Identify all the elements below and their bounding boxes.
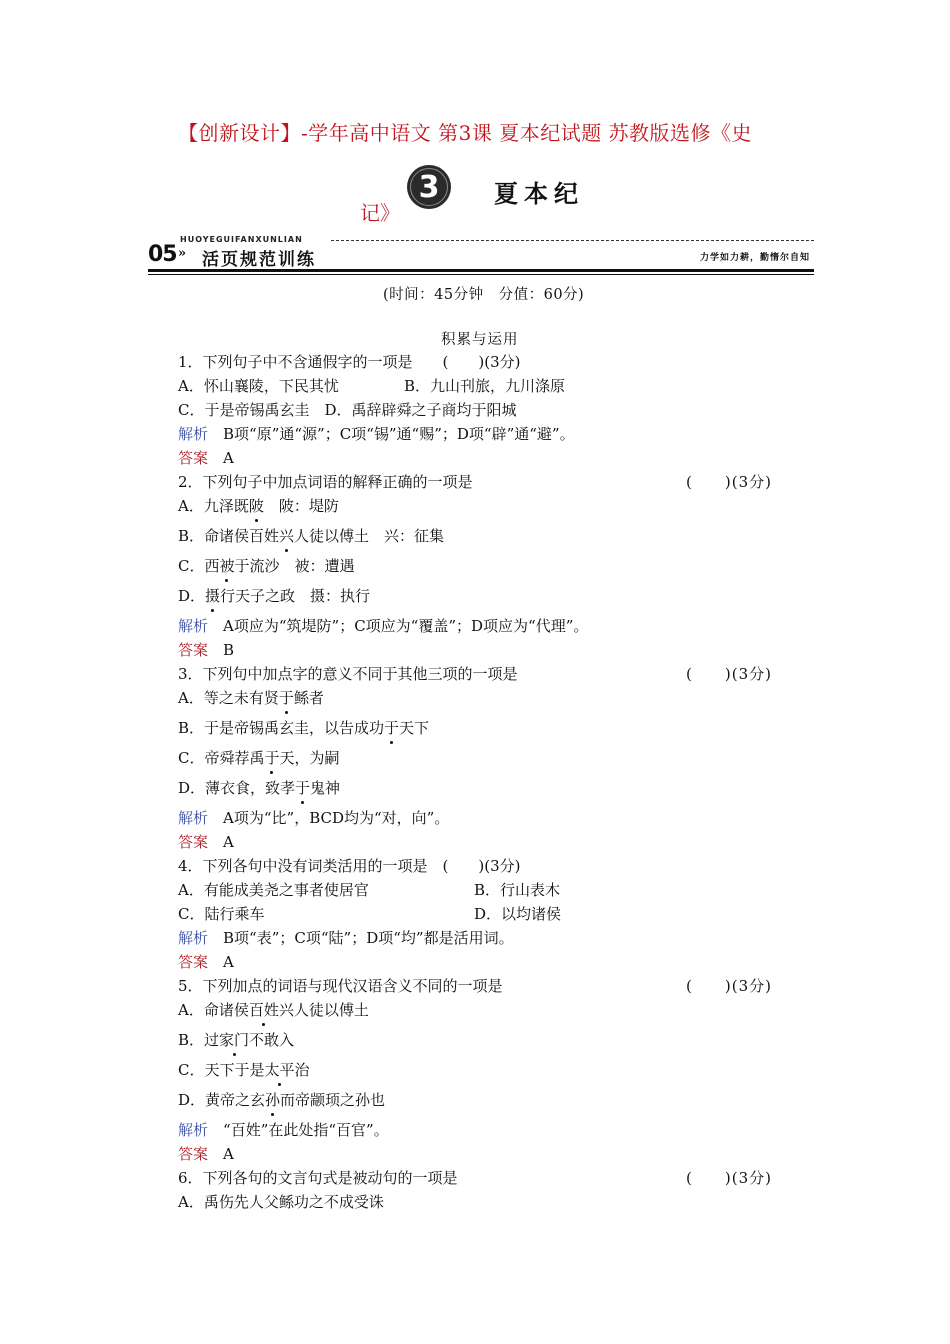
q3-stem — [178, 662, 818, 686]
q1-options-ab — [178, 374, 818, 398]
analysis-text: B项“原”通“源”；C项“锡”通“赐”；D项“辟”通“避”。 — [223, 425, 575, 443]
q4-options-cd — [178, 902, 818, 926]
analysis-label: 解析 — [178, 1121, 209, 1139]
q2-option-a — [178, 494, 818, 524]
question-list — [178, 350, 818, 1214]
analysis-label: 解析 — [178, 617, 209, 635]
q3-option-b — [178, 716, 818, 746]
q2-stem — [178, 470, 818, 494]
q3-answer — [178, 830, 818, 854]
answer-label: 答案 — [178, 1145, 209, 1163]
banner-dashed-rule — [331, 240, 814, 241]
q4-option-b: B．行山表木 — [474, 881, 561, 899]
lesson-number: 3 — [418, 169, 440, 205]
double-chevron-icon: » — [178, 246, 187, 261]
q1-option-a: A．怀山襄陵，下民其忧 — [178, 377, 339, 395]
option-text: A．九泽既 — [178, 497, 249, 515]
banner-motto: 力学如力耕，勤惰尔自知 — [699, 253, 810, 263]
option-text: 天下 — [399, 719, 430, 737]
lesson-number-badge — [407, 165, 451, 209]
option-text: B．过 — [178, 1031, 220, 1049]
answer-label: 答案 — [178, 833, 209, 851]
dotted-word: 于 — [279, 686, 294, 710]
q4-option-d: D．以均诸侯 — [474, 905, 562, 923]
answer-text: A — [223, 1145, 234, 1163]
option-text: 人徒以傅土 兴：征集 — [294, 527, 445, 545]
answer-label: 答案 — [178, 641, 209, 659]
option-text: 鬼神 — [310, 779, 341, 797]
q5-score: ( )(3分) — [686, 977, 772, 995]
dotted-word: 百姓 — [249, 998, 279, 1022]
analysis-label: 解析 — [178, 425, 209, 443]
option-text: A．命诸侯 — [178, 1001, 249, 1019]
analysis-text: B项“表”；C项“陆”；D项“均”都是活用词。 — [223, 929, 514, 947]
q6-stem-text: 6．下列各句的文言句式是被动句的一项是 — [178, 1169, 458, 1187]
analysis-text: A项应为“筑堤防”；C项应为“覆盖”；D项应为“代理”。 — [223, 617, 589, 635]
q5-analysis — [178, 1118, 818, 1142]
q3-option-a — [178, 686, 818, 716]
q2-option-d — [178, 584, 818, 614]
q5-option-d — [178, 1088, 818, 1118]
dotted-word: 于 — [264, 746, 279, 770]
option-text: 治 — [294, 1061, 310, 1079]
dotted-word: 被 — [219, 554, 234, 578]
q3-stem-text: 3．下列句中加点字的意义不同于其他三项的一项是 — [178, 665, 518, 683]
analysis-text: “百姓”在此处指“百官”。 — [223, 1121, 389, 1139]
q5-option-c — [178, 1058, 818, 1088]
document-title: 【创新设计】-学年高中语文 第3课 夏本纪试题 苏教版选修《史 — [178, 121, 753, 145]
document-title-continued: 记》 — [360, 201, 400, 225]
dotted-word: 于 — [295, 776, 310, 800]
dotted-word: 兴 — [279, 524, 294, 548]
q4-analysis — [178, 926, 818, 950]
q3-score: ( )(3分) — [686, 665, 772, 683]
q6-option-a: A．禹伤先人父鲧功之不成受诛 — [178, 1193, 384, 1211]
q2-analysis — [178, 614, 818, 638]
q3-option-d — [178, 776, 818, 806]
option-text: C．帝舜荐禹 — [178, 749, 265, 767]
q2-score: ( )(3分) — [686, 473, 772, 491]
banner-thick-rule — [148, 269, 814, 272]
option-text: D．薄衣食，致孝 — [178, 779, 296, 797]
banner-label: 活页规范训练 — [202, 250, 316, 270]
option-text: 陂：堤防 — [263, 497, 339, 515]
option-text: 于流沙 被：遭遇 — [234, 557, 355, 575]
q4-answer — [178, 950, 818, 974]
banner-pinyin: HUOYEGUIFANXUNLIAN — [180, 235, 303, 244]
q3-option-c — [178, 746, 818, 776]
dotted-word: 家门 — [219, 1028, 249, 1052]
q4-option-a: A．有能成美尧之事者使居官 — [178, 881, 369, 899]
option-text: 而帝颛顼之孙也 — [280, 1091, 386, 1109]
q4-option-c: C．陆行乘车 — [178, 905, 265, 923]
q1-stem: 1．下列句子中不含通假字的一项是 ( )(3分) — [178, 353, 521, 371]
q1-options-cd: C．于是帝锡禹玄圭 D．禹辞辟舜之子商均于阳城 — [178, 401, 517, 419]
option-text: 行天子之政 摄：执行 — [220, 587, 371, 605]
dotted-word: 孙 — [265, 1088, 280, 1112]
banner-code: 05 — [148, 242, 177, 267]
q5-option-a — [178, 998, 818, 1028]
q1-answer — [178, 446, 818, 470]
answer-label: 答案 — [178, 953, 209, 971]
q5-stem — [178, 974, 818, 998]
dotted-word: 摄 — [205, 584, 220, 608]
lesson-title: 夏本纪 — [494, 179, 584, 208]
q3-analysis — [178, 806, 818, 830]
banner-thin-rule — [148, 274, 814, 275]
q1-analysis — [178, 422, 818, 446]
option-text: 兴人徒以傅土 — [278, 1001, 369, 1019]
q6-stem — [178, 1166, 818, 1190]
time-score-info: (时间：45分钟 分值：60分) — [383, 287, 585, 303]
answer-label: 答案 — [178, 449, 209, 467]
q5-answer — [178, 1142, 818, 1166]
option-text: 鲧者 — [293, 689, 324, 707]
option-text: C．西 — [178, 557, 220, 575]
q5-stem-text: 5．下列加点的词语与现代汉语含义不同的一项是 — [178, 977, 503, 995]
q2-option-c — [178, 554, 818, 584]
q4-options-ab — [178, 878, 818, 902]
section-heading: 积累与运用 — [441, 332, 519, 348]
q5-option-b — [178, 1028, 818, 1058]
answer-text: A — [223, 953, 234, 971]
analysis-label: 解析 — [178, 929, 209, 947]
option-text: C．天下于是 — [178, 1061, 265, 1079]
section-banner — [148, 233, 814, 273]
q4-stem: 4．下列各句中没有词类活用的一项是 ( )(3分) — [178, 857, 521, 875]
option-text: D．黄帝之玄 — [178, 1091, 266, 1109]
q1-option-b: B．九山刊旅，九川涤原 — [404, 377, 566, 395]
q2-stem-text: 2．下列句子中加点词语的解释正确的一项是 — [178, 473, 473, 491]
dotted-word: 陂 — [249, 494, 264, 518]
option-text: D． — [178, 587, 206, 605]
answer-text: A — [223, 833, 234, 851]
option-text: 不敢入 — [249, 1031, 295, 1049]
dotted-word: 于 — [384, 716, 399, 740]
option-text: B．命诸侯百姓 — [178, 527, 280, 545]
q6-score: ( )(3分) — [686, 1169, 772, 1187]
dotted-word: 太平 — [264, 1058, 294, 1082]
answer-text: B — [223, 641, 235, 659]
analysis-label: 解析 — [178, 809, 209, 827]
answer-text: A — [223, 449, 234, 467]
option-text: B．于是帝锡禹玄圭，以告成功 — [178, 719, 385, 737]
option-text: A．等之未有贤 — [178, 689, 279, 707]
q2-answer — [178, 638, 818, 662]
option-text: 天，为嗣 — [279, 749, 340, 767]
analysis-text: A项为“比”，BCD均为“对，向”。 — [223, 809, 450, 827]
q2-option-b — [178, 524, 818, 554]
